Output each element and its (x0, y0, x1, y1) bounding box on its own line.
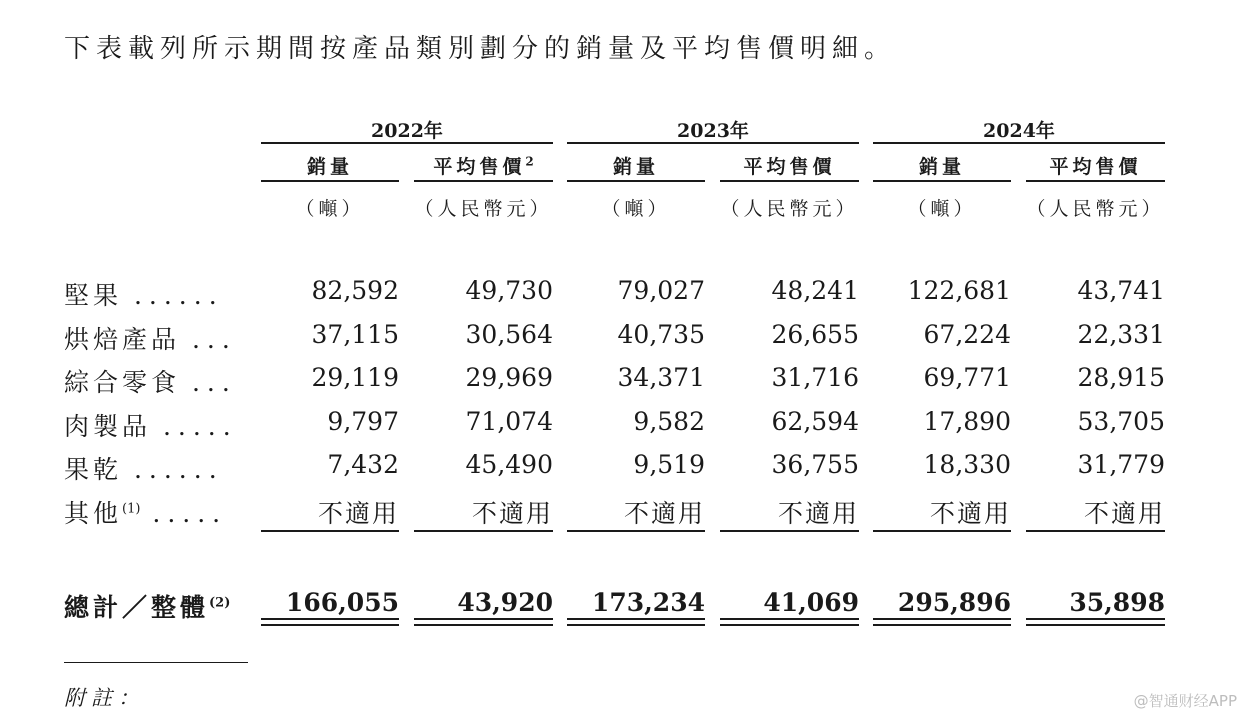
row-label (64, 363, 237, 399)
row-label (64, 407, 238, 443)
table-cell: 9,797 (327, 406, 399, 436)
unit-price-2022: （人民幣元） (414, 198, 553, 220)
table-cell: 37,115 (311, 319, 399, 349)
unit-price-2024: （人民幣元） (1026, 198, 1165, 220)
table-row (0, 363, 1247, 403)
double-rule (567, 618, 705, 626)
table-cell: 不適用 (567, 494, 705, 532)
row-label-text: 綜合零食 (64, 368, 181, 397)
table-cell: 不適用 (1026, 494, 1165, 532)
double-rule (261, 618, 399, 626)
leader-dots: ...... (133, 455, 224, 484)
table-cell: 62,594 (771, 406, 859, 436)
table-cell: 28,915 (1077, 363, 1165, 392)
col-head-price-2024 (1026, 152, 1165, 182)
row-label (64, 276, 224, 312)
table-cell: 31,779 (1077, 450, 1165, 479)
row-label-text: 堅果 (64, 281, 123, 310)
row-label-text: 果乾 (64, 455, 123, 484)
table-cell: 7,432 (327, 450, 399, 479)
table-cell: 不適用 (414, 494, 553, 532)
leader-dots: ..... (152, 498, 228, 528)
total-cell: 295,896 (897, 588, 1011, 617)
total-label (64, 588, 230, 624)
double-rule (414, 618, 553, 626)
table-cell: 71,074 (465, 406, 553, 436)
table-row (0, 276, 1247, 316)
row-label-text: 烘焙產品 (64, 324, 181, 354)
row-label (64, 494, 227, 530)
table-cell: 43,741 (1077, 276, 1165, 305)
total-label-text: 總計／整體 (64, 593, 210, 622)
col-head-volume-2024 (873, 152, 1011, 182)
row-label (64, 320, 237, 356)
table-cell: 82,592 (311, 276, 399, 305)
col-head-label: 銷量 (918, 156, 965, 178)
col-head-volume-2023 (567, 152, 705, 182)
table-cell: 34,371 (617, 363, 705, 392)
col-head-price-2022 (414, 152, 553, 182)
table-cell: 18,330 (923, 450, 1011, 479)
row-note-ref: (1) (122, 501, 141, 517)
table-cell: 36,755 (771, 450, 859, 479)
leader-dots: ..... (162, 411, 238, 441)
price-note-ref: 2 (525, 154, 534, 169)
unit-volume-2024: （噸） (907, 198, 977, 220)
table-cell: 17,890 (923, 406, 1011, 436)
year-header-2022: 2022年 (261, 116, 553, 144)
table-cell: 30,564 (465, 319, 553, 349)
year-header-2023: 2023年 (567, 116, 859, 144)
unit-volume-2022: （噸） (295, 198, 365, 220)
intro-sentence: 下表載列所示期間按產品類別劃分的銷量及平均售價明細。 (64, 34, 897, 64)
table-cell: 29,969 (465, 363, 553, 392)
double-rule (1026, 618, 1165, 626)
total-note-ref: (2) (209, 595, 231, 611)
table-cell: 79,027 (617, 276, 705, 305)
table-cell: 69,771 (923, 363, 1011, 392)
leader-dots: ... (191, 324, 237, 354)
table-cell: 29,119 (311, 363, 399, 392)
total-cell: 35,898 (1069, 588, 1165, 617)
table-cell: 49,730 (465, 276, 553, 305)
leader-dots: ... (191, 368, 237, 397)
total-cell: 41,069 (763, 588, 859, 617)
col-head-label: 平均售價 (433, 156, 526, 178)
double-rule (873, 618, 1011, 626)
total-cell: 173,234 (591, 588, 705, 617)
table-cell: 9,519 (633, 450, 705, 479)
col-head-volume-2022 (261, 152, 399, 182)
row-label-text: 其他 (64, 498, 123, 528)
table-row (0, 450, 1247, 490)
table-cell: 31,716 (771, 363, 859, 392)
table-cell: 不適用 (261, 494, 399, 532)
leader-dots: ...... (133, 281, 224, 310)
footnote-divider (64, 662, 248, 663)
table-cell: 不適用 (720, 494, 859, 532)
table-cell: 9,582 (633, 406, 705, 436)
table-cell: 53,705 (1077, 406, 1165, 436)
table-cell: 22,331 (1077, 319, 1165, 349)
table-row (0, 407, 1247, 447)
table-cell: 45,490 (465, 450, 553, 479)
total-cell: 166,055 (285, 588, 399, 617)
row-label (64, 450, 224, 486)
col-head-price-2023 (720, 152, 859, 182)
total-cell: 43,920 (457, 588, 553, 617)
table-cell: 48,241 (771, 276, 859, 305)
table-cell: 不適用 (873, 494, 1011, 532)
table-cell: 40,735 (617, 319, 705, 349)
unit-price-2023: （人民幣元） (720, 198, 859, 220)
watermark-text: @智通财经APP (1133, 692, 1237, 710)
year-header-2024: 2024年 (873, 116, 1165, 144)
table-cell: 122,681 (907, 276, 1011, 305)
double-rule (720, 618, 859, 626)
table-row (0, 320, 1247, 360)
row-label-text: 肉製品 (64, 411, 152, 441)
col-head-label: 平均售價 (743, 156, 836, 178)
col-head-label: 平均售價 (1049, 156, 1142, 178)
table-row (0, 494, 1247, 534)
col-head-label: 銷量 (612, 156, 659, 178)
table-cell: 26,655 (771, 319, 859, 349)
col-head-label: 銷量 (306, 156, 353, 178)
unit-volume-2023: （噸） (601, 198, 671, 220)
footnote-label: 附註： (64, 686, 145, 710)
table-cell: 67,224 (923, 319, 1011, 349)
